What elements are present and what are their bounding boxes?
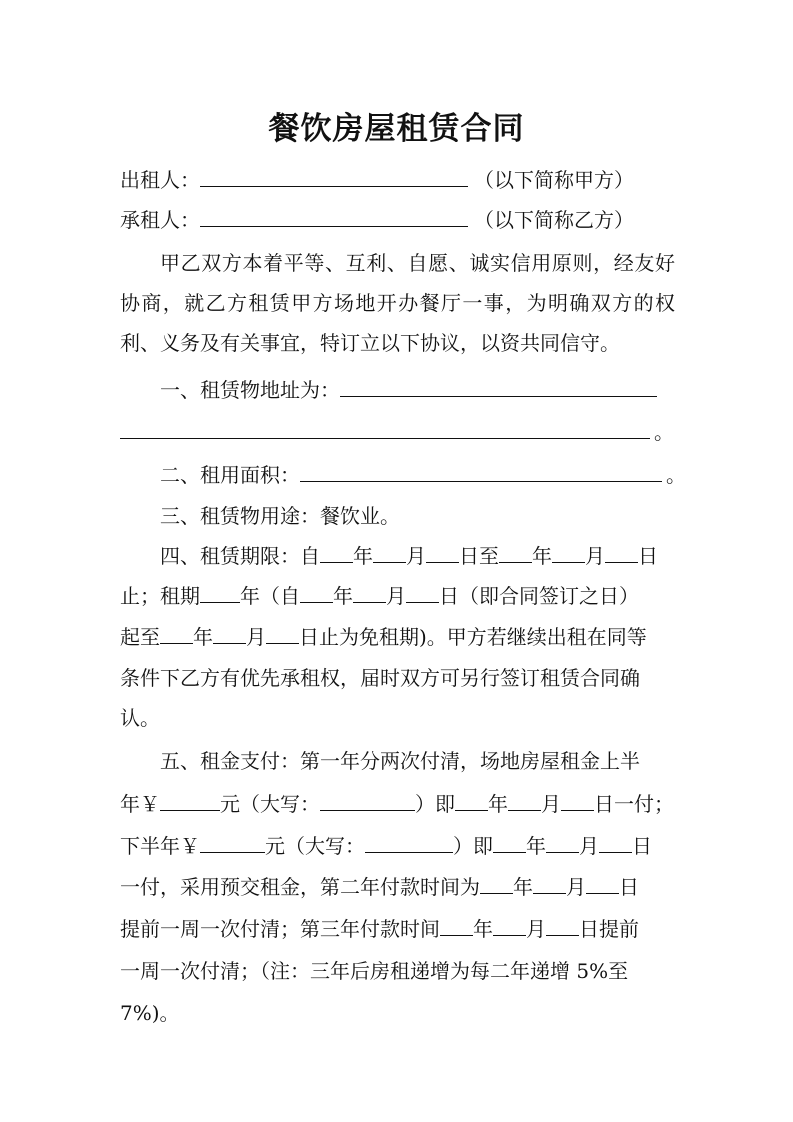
section-3-text: 三、租赁物用途：餐饮业。 (160, 504, 400, 528)
year-text: 年 (532, 544, 552, 568)
increase-note-text: 一周一次付清；（注：三年后房租递增为每二年递增 5%至 (120, 959, 629, 983)
year-text: 年 (526, 834, 546, 858)
lessor-suffix: （以下简称甲方） (474, 168, 634, 192)
lessee-label: 承租人： (120, 208, 200, 232)
section-5-line-5 (120, 909, 675, 949)
section-5-line-3 (120, 826, 675, 866)
free-end-year-blank[interactable] (160, 642, 193, 644)
lessor-blank[interactable] (200, 185, 468, 187)
section-4-line-2 (120, 576, 675, 616)
in-words-text: 元（大写： (220, 792, 320, 816)
section-5-line-2 (120, 784, 675, 824)
first-half-yen-text: 年￥ (120, 792, 160, 816)
end-year-blank[interactable] (499, 561, 532, 563)
free-start-day-blank[interactable] (406, 601, 439, 603)
second-half-words-blank[interactable] (365, 851, 453, 853)
section-1-label: 一、租赁物地址为： (160, 378, 340, 402)
first-half-words-blank[interactable] (320, 809, 415, 811)
free-start-year-blank[interactable] (300, 601, 333, 603)
paid-on-text: ）即 (415, 792, 455, 816)
month-text: 月 (526, 917, 546, 941)
advance-text: 日提前 (579, 917, 639, 941)
end-day-blank[interactable] (605, 561, 638, 563)
month-text: 月 (566, 875, 586, 899)
free-start-month-blank[interactable] (353, 601, 386, 603)
second-pay-day-blank[interactable] (599, 851, 632, 853)
section-5-line-6 (120, 951, 675, 991)
year3-pay-month-blank[interactable] (493, 934, 526, 936)
year2-pay-year-blank[interactable] (480, 892, 513, 894)
month-text: 月 (585, 544, 605, 568)
section-1-end: 。 (654, 420, 674, 444)
term-label: 四、租赁期限：自 (160, 544, 320, 568)
section-2-row (120, 455, 686, 495)
section-4-line-1 (120, 536, 675, 576)
section-4-line-5 (120, 698, 675, 738)
section-2-end: 。 (666, 463, 686, 487)
address-blank-1[interactable] (340, 395, 657, 397)
year-text: 年 (513, 875, 533, 899)
lease-period-text: 止；租期 (120, 584, 200, 608)
lease-years-blank[interactable] (200, 601, 240, 603)
year3-pay-year-blank[interactable] (440, 934, 473, 936)
one-payment-text: 日一付； (594, 792, 674, 816)
first-pay-day-blank[interactable] (561, 809, 594, 811)
end-month-blank[interactable] (552, 561, 585, 563)
free-end-day-blank[interactable] (266, 642, 299, 644)
second-pay-month-blank[interactable] (546, 851, 579, 853)
section-5-line-7 (120, 993, 675, 1033)
month-text: 月 (246, 625, 266, 649)
day-to-text: 日至 (459, 544, 499, 568)
start-year-blank[interactable] (320, 561, 353, 563)
signing-date-text: 日（即合同签订之日） (439, 584, 639, 608)
start-day-blank[interactable] (426, 561, 459, 563)
day-text: 日 (619, 875, 639, 899)
increase-note-end-text: 7%)。 (120, 1001, 180, 1025)
year3-pay-day-blank[interactable] (546, 934, 579, 936)
lessor-label: 出租人： (120, 168, 200, 192)
rent-payment-text: 五、租金支付：第一年分两次付清，场地房屋租金上半 (160, 749, 640, 773)
second-half-yen-text: 下半年￥ (120, 834, 200, 858)
second-half-amount-blank[interactable] (200, 851, 265, 853)
area-blank[interactable] (300, 480, 662, 482)
year-text: 年 (473, 917, 493, 941)
lessee-row (120, 200, 675, 240)
year-text: 年 (193, 625, 213, 649)
address-blank-2[interactable] (120, 437, 650, 439)
month-text: 月 (579, 834, 599, 858)
section-2-label: 二、租用面积： (160, 463, 300, 487)
section-4-line-4 (120, 658, 675, 698)
confirm-text: 认。 (120, 706, 160, 730)
in-words-text: 元（大写： (265, 834, 365, 858)
month-text: 月 (406, 544, 426, 568)
year-text: 年 (353, 544, 373, 568)
section-5-line-4 (120, 867, 675, 907)
section-1-row-2 (120, 412, 675, 452)
second-year-payment-text: 一付，采用预交租金，第二年付款时间为 (120, 875, 480, 899)
section-5-line-1 (120, 741, 675, 781)
lessee-blank[interactable] (200, 225, 468, 227)
free-period-text: 日止为免租期)。甲方若继续出租在同等 (299, 625, 647, 649)
lessee-suffix: （以下简称乙方） (474, 208, 634, 232)
lessor-row (120, 160, 675, 200)
month-text: 月 (386, 584, 406, 608)
year-text: 年 (333, 584, 353, 608)
month-text: 月 (541, 792, 561, 816)
first-half-amount-blank[interactable] (160, 809, 220, 811)
until-text: 起至 (120, 625, 160, 649)
day-text: 日 (632, 834, 652, 858)
first-pay-month-blank[interactable] (508, 809, 541, 811)
year2-pay-day-blank[interactable] (586, 892, 619, 894)
section-4-line-3 (120, 617, 675, 657)
day-text: 日 (638, 544, 658, 568)
intro-paragraph: 甲乙双方本着平等、互利、自愿、诚实信用原则，经友好协商，就乙方租赁甲方场地开办餐厅一事，为明确双方的权利、义务及有关事宜，特订立以下协议，以资共同信守。 (120, 251, 675, 355)
third-year-payment-text: 提前一周一次付清；第三年付款时间 (120, 917, 440, 941)
first-pay-year-blank[interactable] (455, 809, 488, 811)
section-1-row (120, 370, 675, 410)
priority-text: 条件下乙方有优先承租权，届时双方可另行签订租赁合同确 (120, 666, 640, 690)
year-text: 年 (488, 792, 508, 816)
start-month-blank[interactable] (373, 561, 406, 563)
page-title: 餐饮房屋租赁合同 (268, 111, 525, 147)
paid-on-text: ）即 (453, 834, 493, 858)
year2-pay-month-blank[interactable] (533, 892, 566, 894)
section-3-row (120, 496, 675, 536)
second-pay-year-blank[interactable] (493, 851, 526, 853)
year-from-text: 年（自 (240, 584, 300, 608)
free-end-month-blank[interactable] (213, 642, 246, 644)
